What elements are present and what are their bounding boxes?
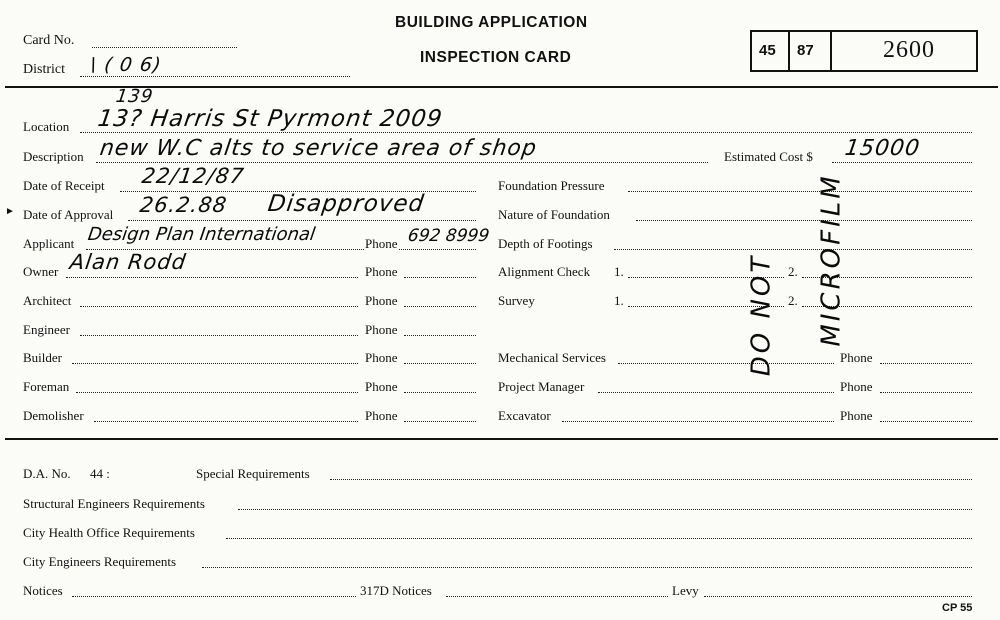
nature-foundation-label: Nature of Foundation <box>498 207 610 222</box>
notices-line <box>72 596 356 597</box>
approval-arrow: ► <box>5 206 15 217</box>
builder-line <box>72 363 358 364</box>
location-label: Location <box>23 119 70 134</box>
excavator-label: Excavator <box>498 408 551 423</box>
middle-rule <box>5 438 998 440</box>
approval-value: 26.2.88 <box>138 193 229 217</box>
code-box-1-value: 45 <box>759 42 776 59</box>
card-title-line2: INSPECTION CARD <box>420 49 572 66</box>
notices-label: Notices <box>23 583 63 598</box>
foreman-label: Foreman <box>23 379 70 394</box>
owner-phone-label: Phone <box>365 264 398 279</box>
levy-label: Levy <box>672 583 699 598</box>
mechanical-line <box>618 363 834 364</box>
receipt-label: Date of Receipt <box>23 178 105 193</box>
foundation-pressure-line <box>628 191 972 192</box>
foundation-pressure-label: Foundation Pressure <box>498 178 605 193</box>
builder-phone-line <box>404 363 476 364</box>
microfilm-stamp: MICROFILM <box>816 173 847 347</box>
engineer-label: Engineer <box>23 322 70 337</box>
foreman-line <box>76 392 358 393</box>
project-manager-label: Project Manager <box>498 379 585 394</box>
district-label: District <box>23 62 65 77</box>
engineer-line <box>80 335 358 336</box>
applicant-label: Applicant <box>23 236 75 251</box>
depth-footings-line <box>614 249 972 250</box>
notices-317d-line <box>446 596 668 597</box>
district-value: \ ( 0 6) <box>88 54 164 76</box>
owner-line <box>66 277 358 278</box>
engineer-phone-label: Phone <box>365 322 398 337</box>
builder-phone-label: Phone <box>365 350 398 365</box>
alignment-check-label: Alignment Check <box>498 264 591 279</box>
structural-label: Structural Engineers Requirements <box>23 496 205 511</box>
card-no-line <box>92 47 237 48</box>
form-code: CP 55 <box>942 602 973 614</box>
mechanical-phone-line <box>880 363 972 364</box>
health-label: City Health Office Requirements <box>23 525 195 540</box>
structural-line <box>238 509 972 510</box>
card-number: 2600 <box>883 37 935 63</box>
mechanical-label: Mechanical Services <box>498 350 606 365</box>
approval-line <box>128 220 476 221</box>
foreman-phone-label: Phone <box>365 379 398 394</box>
architect-label: Architect <box>23 293 72 308</box>
depth-footings-label: Depth of Footings <box>498 236 593 251</box>
demolisher-line <box>94 421 358 422</box>
do-not-stamp: DO NOT <box>746 253 777 377</box>
demolisher-label: Demolisher <box>23 408 84 423</box>
applicant-phone-label: Phone <box>365 236 398 251</box>
estimated-cost-line <box>832 162 972 163</box>
survey-num2: 2. <box>788 293 798 308</box>
estimated-cost-value: 15000 <box>843 136 922 161</box>
foreman-phone-line <box>404 392 476 393</box>
architect-line <box>80 306 358 307</box>
mechanical-phone-label: Phone <box>840 350 873 365</box>
alignment-num1: 1. <box>614 264 624 279</box>
city-eng-line <box>202 567 972 568</box>
card-no-label: Card No. <box>23 33 75 48</box>
demolisher-phone-line <box>404 421 476 422</box>
architect-phone-label: Phone <box>365 293 398 308</box>
approval-status: Disapproved <box>266 191 427 217</box>
da-label: D.A. No. <box>23 466 71 481</box>
engineer-phone-line <box>404 335 476 336</box>
survey-label: Survey <box>498 293 535 308</box>
applicant-phone-value: 692 8999 <box>406 226 491 246</box>
location-number: 139 <box>114 86 155 107</box>
description-line <box>96 162 708 163</box>
location-line <box>80 132 972 133</box>
alignment-num2: 2. <box>788 264 798 279</box>
excavator-phone-label: Phone <box>840 408 873 423</box>
project-manager-phone-line <box>880 392 972 393</box>
project-manager-line <box>598 392 834 393</box>
receipt-value: 22/12/87 <box>140 164 247 188</box>
project-manager-phone-label: Phone <box>840 379 873 394</box>
architect-phone-line <box>404 306 476 307</box>
builder-label: Builder <box>23 350 62 365</box>
owner-value: Alan Rodd <box>68 250 188 274</box>
nature-foundation-line <box>636 220 972 221</box>
applicant-value: Design Plan International <box>86 224 317 245</box>
card-title-line1: BUILDING APPLICATION <box>395 14 588 31</box>
location-value: 13? Harris St Pyrmont 2009 <box>96 106 445 132</box>
notices-317d-label: 317D Notices <box>360 583 432 598</box>
description-value: new W.C alts to service area of shop <box>98 136 539 161</box>
approval-label: Date of Approval <box>23 207 114 222</box>
special-line <box>330 479 972 480</box>
estimated-cost-label: Estimated Cost $ <box>724 149 813 164</box>
demolisher-phone-label: Phone <box>365 408 398 423</box>
city-eng-label: City Engineers Requirements <box>23 554 177 569</box>
excavator-line <box>562 421 834 422</box>
excavator-phone-line <box>880 421 972 422</box>
description-label: Description <box>23 149 84 164</box>
owner-phone-line <box>404 277 476 278</box>
owner-label: Owner <box>23 264 59 279</box>
da-value: 44 : <box>90 466 110 481</box>
district-line <box>80 76 350 77</box>
health-line <box>226 538 972 539</box>
special-label: Special Requirements <box>196 466 310 481</box>
levy-line <box>704 596 972 597</box>
code-box-2-value: 87 <box>797 42 814 59</box>
survey-num1: 1. <box>614 293 624 308</box>
